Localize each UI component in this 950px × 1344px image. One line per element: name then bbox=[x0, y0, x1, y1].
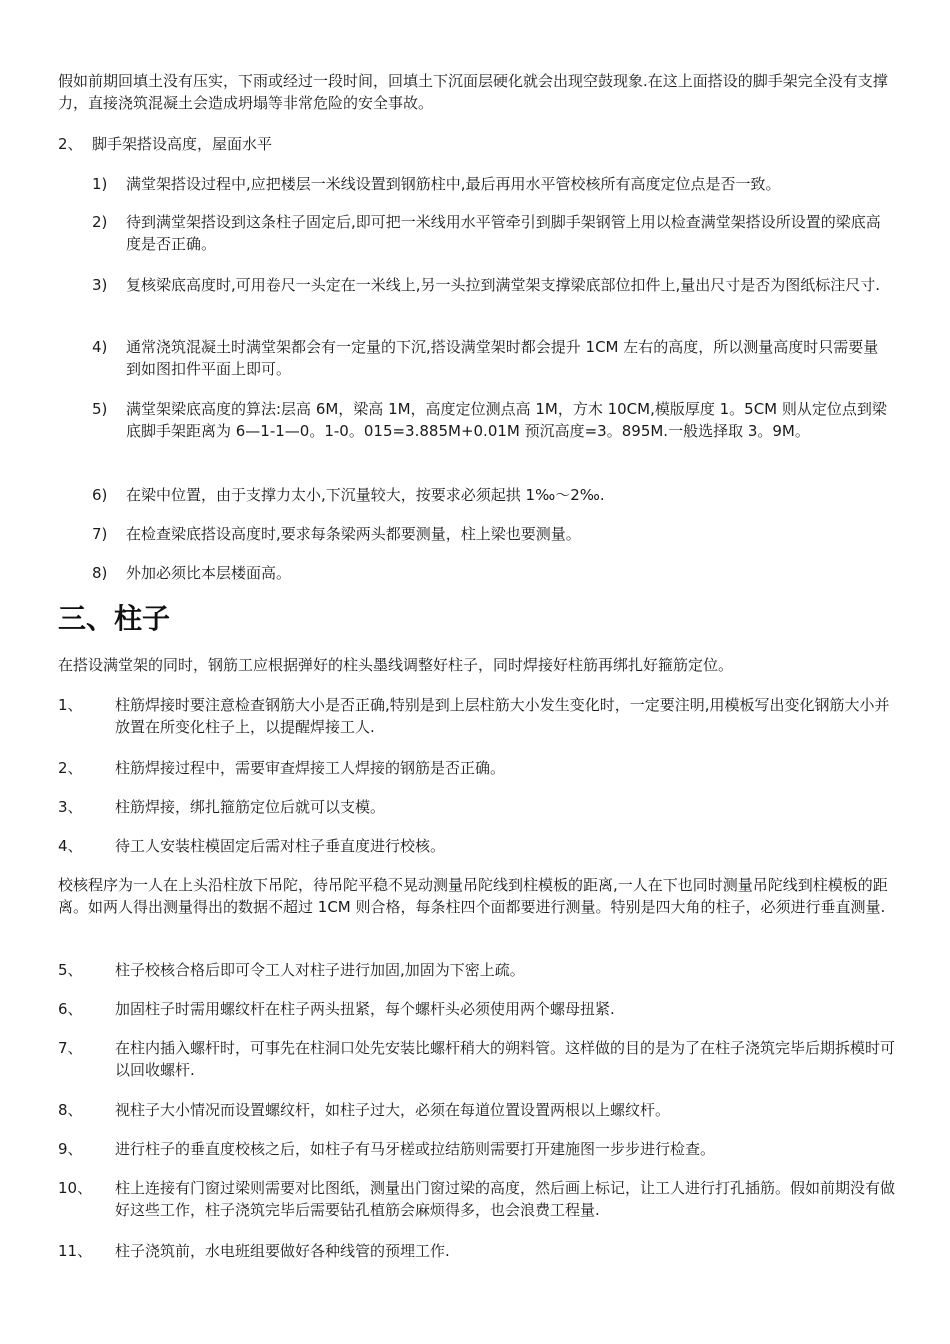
list-item bbox=[58, 1099, 898, 1121]
list-item-number: 10、 bbox=[58, 1179, 93, 1197]
list-item bbox=[92, 484, 892, 506]
section-2-number: 2、 bbox=[58, 135, 83, 153]
list-item-text: 柱筋焊接，绑扎箍筋定位后就可以支模。 bbox=[115, 798, 386, 816]
list-item bbox=[58, 1177, 898, 1221]
list-item-number: 1、 bbox=[58, 696, 83, 714]
list-item-number: 6、 bbox=[58, 1000, 83, 1018]
list-item bbox=[58, 959, 898, 981]
list-item bbox=[58, 998, 898, 1020]
list-item bbox=[58, 835, 898, 857]
list-item-text: 满堂架搭设过程中,应把楼层一米线设置到钢筋柱中,最后再用水平管校核所有高度定位点是否一致。 bbox=[126, 175, 781, 193]
list-item bbox=[92, 211, 892, 255]
list-item-number: 3) bbox=[92, 276, 108, 294]
list-item bbox=[92, 523, 892, 545]
list-item-text: 柱子浇筑前，水电班组要做好各种线管的预埋工作. bbox=[115, 1242, 450, 1260]
list-item bbox=[92, 562, 892, 584]
list-item-text: 满堂架梁底高度的算法:层高 6M，梁高 1M，高度定位测点高 1M，方木 10CM,模版厚度 1。5CM 则从定位点到梁底脚手架距离为 6—1-1—0。1-0。015=3.885M+0.01M 预沉高度=3。895M.一般选择取 3。9M。 bbox=[126, 400, 887, 440]
list-item-text: 柱筋焊接时要注意检查钢筋大小是否正确,特别是到上层柱筋大小发生变化时，一定要注明,用模板写出变化钢筋大小并放置在所变化柱子上，以提醒焊接工人. bbox=[115, 696, 890, 736]
list-item-number: 7、 bbox=[58, 1039, 83, 1057]
section-2-heading bbox=[58, 133, 898, 155]
list-item-number: 8、 bbox=[58, 1101, 83, 1119]
list-item-number: 4) bbox=[92, 338, 108, 356]
list-item bbox=[92, 336, 892, 380]
list-item-number: 7) bbox=[92, 525, 108, 543]
list-item-text: 进行柱子的垂直度校核之后，如柱子有马牙槎或拉结筋则需要打开建施图一步步进行检查。 bbox=[115, 1140, 716, 1158]
list-item-text: 柱筋焊接过程中，需要审查焊接工人焊接的钢筋是否正确。 bbox=[115, 759, 506, 777]
list-item-number: 1) bbox=[92, 175, 108, 193]
list-item bbox=[92, 274, 892, 296]
list-item-number: 5、 bbox=[58, 961, 83, 979]
list-item-number: 3、 bbox=[58, 798, 83, 816]
list-item-text: 待到满堂架搭设到这条柱子固定后,即可把一米线用水平管牵引到脚手架钢管上用以检查满堂架搭设所设置的梁底高度是否正确。 bbox=[126, 213, 881, 253]
list-item bbox=[58, 796, 898, 818]
list-item-text: 加固柱子时需用螺纹杆在柱子两头扭紧，每个螺杆头必须使用两个螺母扭紧. bbox=[115, 1000, 615, 1018]
section-3-heading: 三、柱子 bbox=[58, 602, 171, 635]
list-item-text: 柱上连接有门窗过梁则需要对比图纸，测量出门窗过梁的高度，然后画上标记，让工人进行打孔插筋。假如前期没有做好这些工作，柱子浇筑完毕后需要钻孔植筋会麻烦得多，也会浪费工程量. bbox=[115, 1179, 896, 1219]
list-item-text: 复核梁底高度时,可用卷尺一头定在一米线上,另一头拉到满堂架支撑梁底部位扣件上,量出尺寸是否为图纸标注尺寸. bbox=[126, 276, 881, 294]
list-item-number: 11、 bbox=[58, 1242, 93, 1260]
list-item bbox=[58, 757, 898, 779]
list-item bbox=[58, 694, 898, 738]
list-item-number: 2、 bbox=[58, 759, 83, 777]
list-item-number: 6) bbox=[92, 486, 108, 504]
list-item-number: 9、 bbox=[58, 1140, 83, 1158]
list-item bbox=[92, 398, 892, 442]
list-item-number: 8) bbox=[92, 564, 108, 582]
list-item-text: 外加必须比本层楼面高。 bbox=[126, 564, 292, 582]
list-item bbox=[58, 1138, 898, 1160]
list-item-text: 待工人安装柱模固定后需对柱子垂直度进行校核。 bbox=[115, 837, 446, 855]
list-item bbox=[92, 173, 892, 195]
section-2-title: 脚手架搭设高度，屋面水平 bbox=[92, 135, 273, 153]
list-item-number: 4、 bbox=[58, 837, 83, 855]
list-item-number: 5) bbox=[92, 400, 108, 418]
intro-paragraph: 假如前期回填土没有压实，下雨或经过一段时间，回填土下沉面层硬化就会出现空鼓现象.在这上面搭设的脚手架完全没有支撑力，直接浇筑混凝土会造成坍塌等非常危险的安全事故。 bbox=[58, 72, 888, 112]
list-item-text: 视柱子大小情况而设置螺纹杆，如柱子过大，必须在每道位置设置两根以上螺纹杆。 bbox=[115, 1101, 671, 1119]
list-item bbox=[58, 1240, 898, 1262]
list-item-text: 在检查梁底搭设高度时,要求每条梁两头都要测量，柱上梁也要测量。 bbox=[126, 525, 581, 543]
check-procedure-paragraph: 校核程序为一人在上头沿柱放下吊陀，待吊陀平稳不晃动测量吊陀线到柱模板的距离,一人在下也同时测量吊陀线到柱模板的距离。如两人得出测量得出的数据不超过 1CM 则合格，每条柱四个面都要进行测量。特别是四大角的柱子，必须进行垂直测量. bbox=[58, 876, 888, 916]
list-item bbox=[58, 1037, 898, 1081]
list-item-text: 柱子校核合格后即可令工人对柱子进行加固,加固为下密上疏。 bbox=[115, 961, 525, 979]
section-3-intro: 在搭设满堂架的同时，钢筋工应根据弹好的柱头墨线调整好柱子，同时焊接好柱筋再绑扎好箍筋定位。 bbox=[58, 656, 734, 674]
list-item-text: 在柱内插入螺杆时，可事先在柱洞口处先安装比螺杆稍大的朔料管。这样做的目的是为了在柱子浇筑完毕后期拆模时可以回收螺杆. bbox=[115, 1039, 896, 1079]
list-item-text: 通常浇筑混凝土时满堂架都会有一定量的下沉,搭设满堂架时都会提升 1CM 左右的高度，所以测量高度时只需要量到如图扣件平面上即可。 bbox=[126, 338, 879, 378]
list-item-number: 2) bbox=[92, 213, 108, 231]
list-item-text: 在梁中位置，由于支撑力太小,下沉量较大，按要求必须起拱 1‰～2‰. bbox=[126, 486, 605, 504]
